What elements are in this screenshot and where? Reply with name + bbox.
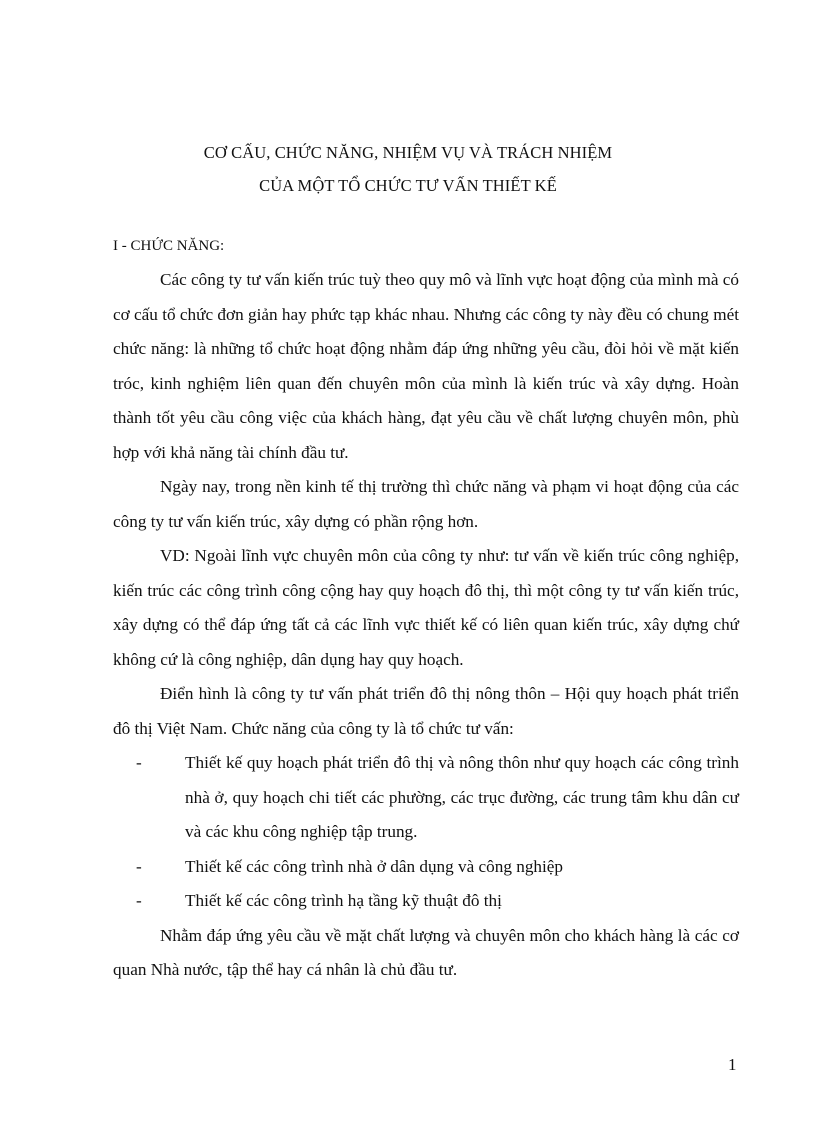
function-list xyxy=(113,746,739,919)
paragraph: Ngày nay, trong nền kinh tế thị trường thì chức năng và phạm vi hoạt động của các công ty tư vấn kiến trúc, xây dựng có phần rộng hơn. xyxy=(113,477,739,531)
list-marker: - xyxy=(136,856,142,876)
document-title-line-2: CỦA MỘT TỔ CHỨC TƯ VẤN THIẾT KẾ xyxy=(259,176,557,195)
list-item-text: Thiết kế các công trình hạ tầng kỹ thuật đô thị xyxy=(185,891,502,910)
paragraph: VD: Ngoài lĩnh vực chuyên môn của công ty như: tư vấn về kiến trúc công nghiệp, kiến trúc các công trình công cộng hay quy hoạch đô thị, thì một công ty tư vấn kiến trúc, xây dựng có thể đáp ứng tất cả các lĩnh vực thiết kế có liên quan kiến trúc, xây dựng chứ không cứ là công nghiệp, dân dụng hay quy hoạch. xyxy=(113,546,739,669)
paragraph: Các công ty tư vấn kiến trúc tuỳ theo quy mô và lĩnh vực hoạt động của mình mà có cơ cấu tổ chức đơn giản hay phức tạp khác nhau. Nhưng các công ty này đều có chung mét chức năng: là những tổ chức hoạt động nhằm đáp ứng những yêu cầu, đòi hỏi về mặt kiến tróc, kinh nghiệm liên quan đến chuyên môn của mình là kiến trúc và xây dựng. Hoàn thành tốt yêu cầu công việc của khách hàng, đạt yêu cầu về chất lượng chuyên môn, phù hợp với khả năng tài chính đầu tư. xyxy=(113,270,739,462)
list-item-text: Thiết kế các công trình nhà ở dân dụng và công nghiệp xyxy=(185,856,564,876)
list-item xyxy=(138,884,739,919)
document-body xyxy=(113,263,739,988)
list-item-text: Thiết kế quy hoạch phát triển đô thị và nông thôn như quy hoạch các công trình nhà ở, quy hoạch chi tiết các phường, các trục đường, các trung tâm khu dân cư và các khu công nghiệp tập trung. xyxy=(185,753,739,841)
closing-paragraph: Nhằm đáp ứng yêu cầu về mặt chất lượng và chuyên môn cho khách hàng là các cơ quan Nhà nước, tập thể hay cá nhân là chủ đầu tư. xyxy=(113,925,739,979)
list-item xyxy=(138,850,739,885)
list-marker: - xyxy=(136,891,142,910)
page-number: 1 xyxy=(728,1055,737,1074)
list-marker: - xyxy=(136,753,142,772)
document-title-line-1: CƠ CẤU, CHỨC NĂNG, NHIỆM VỤ VÀ TRÁCH NHIỆM xyxy=(203,143,613,162)
paragraph: Điển hình là công ty tư vấn phát triển đô thị nông thôn – Hội quy hoạch phát triển đô thị Việt Nam. Chức năng của công ty là tổ chức tư vấn: xyxy=(113,684,739,738)
list-item xyxy=(138,746,739,850)
section-heading: I - CHỨC NĂNG: xyxy=(113,238,225,254)
